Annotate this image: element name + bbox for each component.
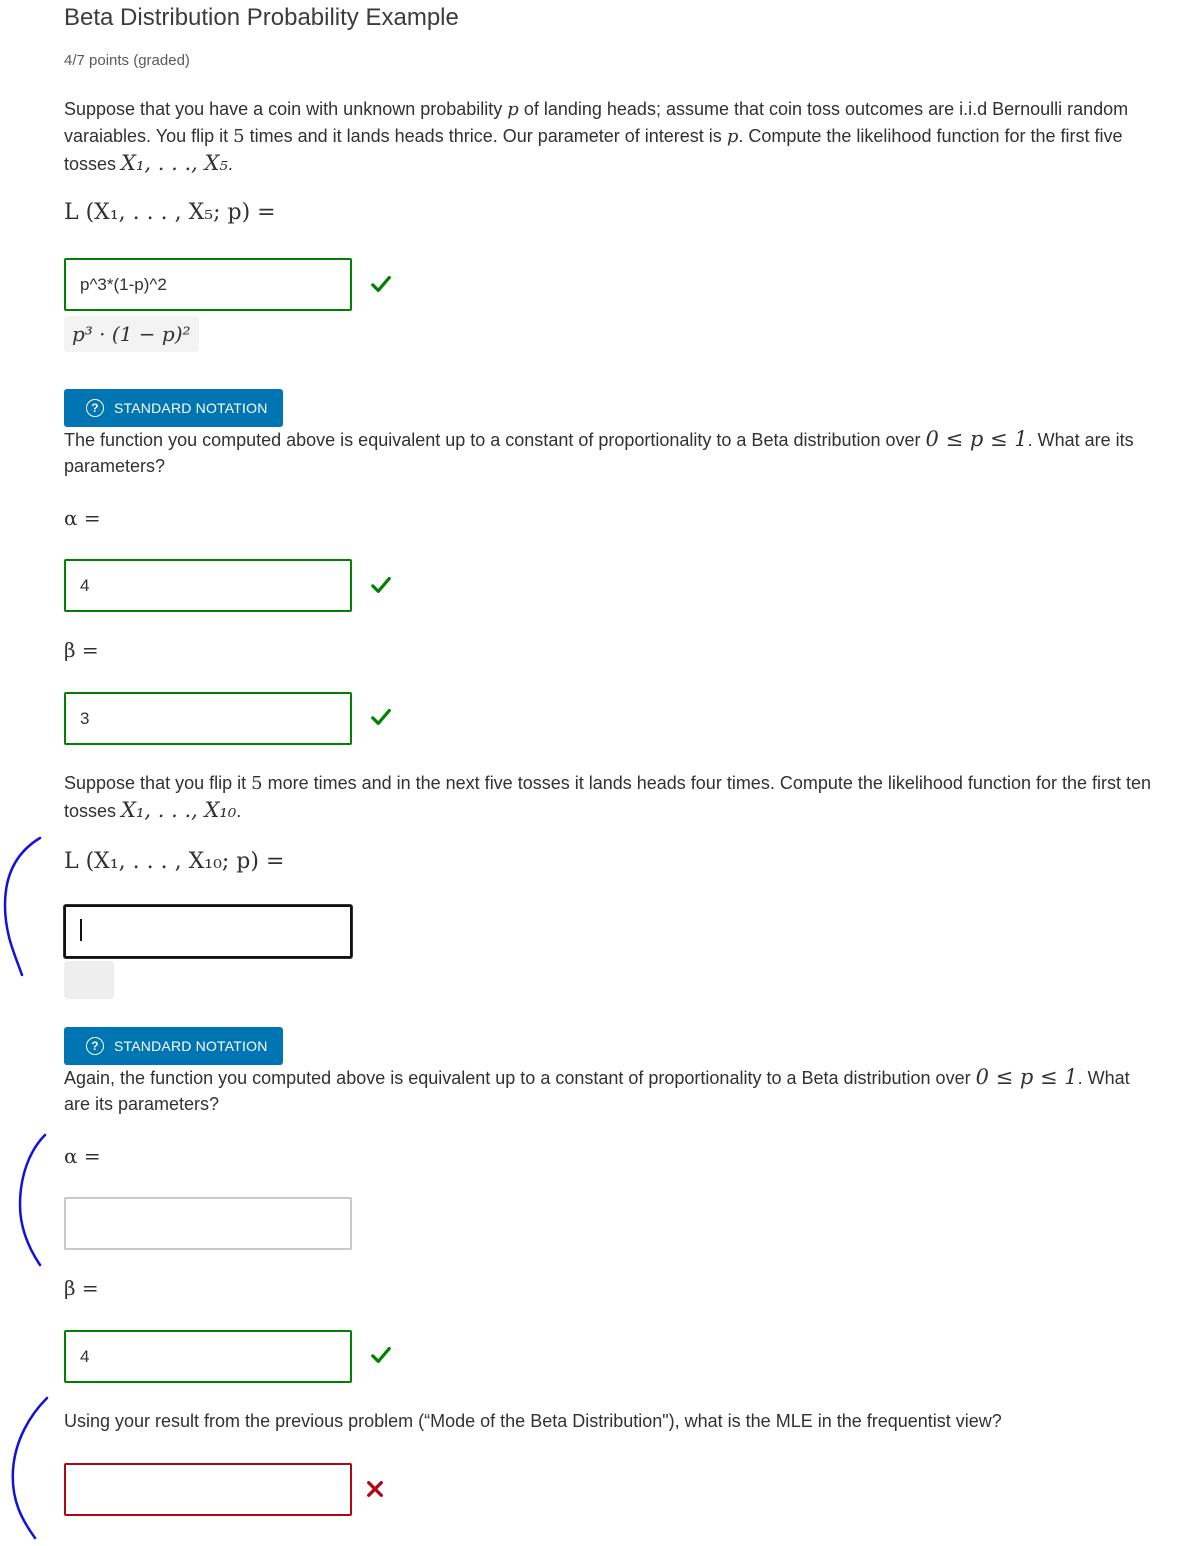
check-icon [370, 273, 392, 295]
check-icon [370, 574, 392, 596]
standard-notation-button-2[interactable]: ? STANDARD NOTATION [64, 1027, 283, 1065]
problem-title: Beta Distribution Probability Example [64, 4, 459, 31]
likelihood-label-2: L (X₁, . . . , X₁₀; p) = [64, 849, 285, 874]
intro-paragraph: Suppose that you have a coin with unknown probability p of landing heads; assume that coin toss outcomes are i.i.d Bernoulli random varaiables. You flip it 5 times and it lands heads thrice. Our parameter of interest is p. Compute the likelihood function for the first five tosses X₁, . . ., X₅. [64, 99, 1129, 175]
standard-notation-button[interactable]: ? STANDARD NOTATION [64, 389, 283, 427]
beta-paragraph-2: Again, the function you computed above is equivalent up to a constant of proportionality to a Beta distribution over 0 ≤ p ≤ 1. What are its parameters? [64, 1065, 1130, 1114]
beta-paragraph-1: The function you computed above is equivalent up to a constant of proportionality to a Beta distribution over 0 ≤ p ≤ 1. What are its parameters? [64, 427, 1134, 476]
cross-icon [366, 1480, 384, 1498]
check-icon [370, 706, 392, 728]
likelihood-input-1[interactable] [64, 258, 352, 311]
beta-label-1: β = [64, 638, 99, 662]
formula-preview-1: p³ · (1 − p)² [64, 316, 199, 352]
beta-input-2[interactable] [64, 1330, 352, 1383]
alpha-input-1[interactable] [64, 559, 352, 612]
alpha-label-2: α = [64, 1144, 101, 1168]
beta-label-2: β = [64, 1276, 99, 1300]
alpha-label-1: α = [64, 506, 101, 530]
formula-preview-2 [64, 961, 114, 999]
question-circle-icon: ? [86, 1037, 104, 1055]
beta-input-1[interactable] [64, 692, 352, 745]
question-circle-icon: ? [86, 399, 104, 417]
mle-input[interactable] [64, 1463, 352, 1516]
ink-bracket-1 [5, 838, 40, 975]
mle-question: Using your result from the previous problem (“Mode of the Beta Distribution"), what is the MLE in the frequentist view? [64, 1411, 1002, 1431]
ink-bracket-3 [13, 1398, 47, 1538]
likelihood-label-1: L (X₁, . . . , X₅; p) = [64, 200, 276, 225]
handwritten-brackets [0, 0, 60, 1546]
likelihood-input-2[interactable] [64, 905, 352, 958]
ink-bracket-2 [20, 1135, 45, 1265]
text-cursor [80, 919, 82, 941]
check-icon [370, 1344, 392, 1366]
alpha-input-2[interactable] [64, 1197, 352, 1250]
second-paragraph: Suppose that you flip it 5 more times and in the next five tosses it lands heads four times. Compute the likelihood function for the first ten tosses X₁, . . ., X₁₀. [64, 773, 1152, 822]
points-label: 4/7 points (graded) [64, 52, 190, 69]
